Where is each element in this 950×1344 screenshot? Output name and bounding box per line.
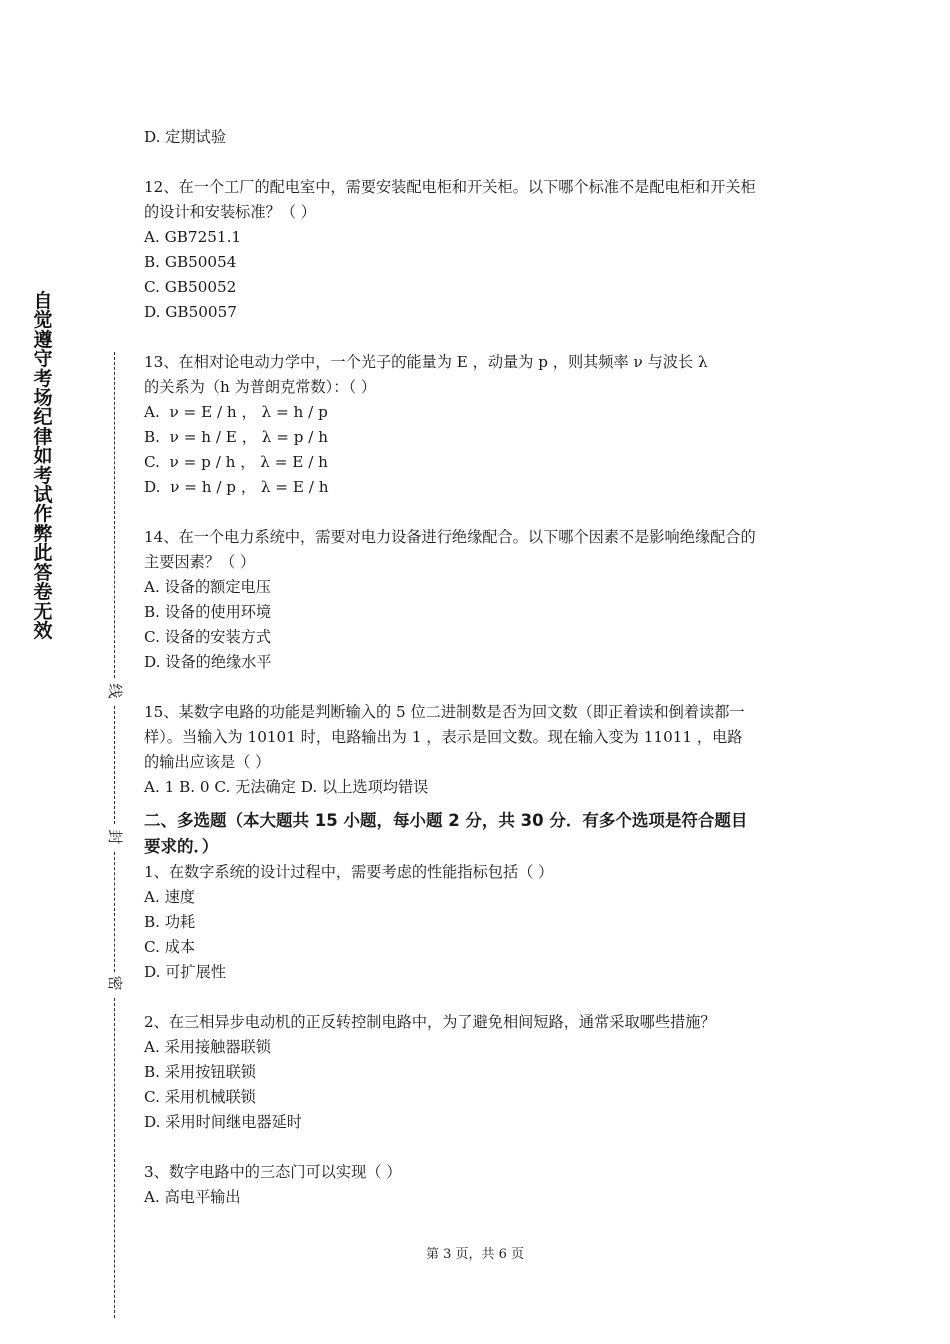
warning-char: 自	[33, 290, 53, 312]
option-a: A. GB7251.1	[144, 228, 242, 246]
question-13	[144, 350, 814, 500]
question-15	[144, 700, 814, 800]
warning-char: 无	[33, 600, 53, 623]
binding-dashed-line	[114, 352, 115, 678]
warning-char: 考	[33, 367, 53, 390]
option-d: D. 设备的绝缘水平	[144, 653, 272, 671]
section-heading-multiple-choice	[144, 808, 814, 860]
warning-char: 考	[33, 464, 53, 487]
question-stem: 样）。当输入为 10101 时，电路输出为 1 ，表示是回文数。现在输入变为 11011 ，电路	[144, 728, 743, 746]
multi-question-1	[144, 860, 814, 985]
question-stem: 14、在一个电力系统中，需要对电力设备进行绝缘配合。以下哪个因素不是影响绝缘配合的	[144, 528, 756, 546]
warning-char: 守	[33, 348, 53, 371]
option-b: B. ν = h / E ， λ = p / h	[144, 428, 329, 446]
warning-char: 作	[33, 503, 53, 526]
option-d: D. GB50057	[144, 303, 237, 321]
question-stem: 12、在一个工厂的配电室中，需要安装配电柜和开关柜。以下哪个标准不是配电柜和开关柜	[144, 178, 756, 196]
option-c: C. GB50052	[144, 278, 237, 296]
binding-dashed-line	[114, 706, 115, 824]
option-c: C. ν = p / h ， λ = E / h	[144, 453, 328, 471]
option-a: A. 设备的额定电压	[144, 578, 271, 596]
multi-question-3	[144, 1160, 814, 1210]
warning-char: 试	[33, 484, 53, 507]
warning-char: 纪	[33, 406, 53, 429]
option-d: D. 采用时间继电器延时	[144, 1113, 302, 1131]
question-stem: 3、数字电路中的三态门可以实现（ ）	[144, 1163, 402, 1181]
warning-char: 卷	[33, 581, 53, 604]
section-heading-line: 要求的．）	[144, 837, 219, 856]
question-stem: 2、在三相异步电动机的正反转控制电路中，为了避免相间短路，通常采取哪些措施？	[144, 1013, 716, 1031]
question-stem: 的关系为（h 为普朗克常数）：（ ）	[144, 378, 377, 396]
option-c: C. 设备的安装方式	[144, 628, 272, 646]
question-stem: 主要因素？（ ）	[144, 553, 256, 571]
option-c: C. 成本	[144, 938, 196, 956]
multi-question-2	[144, 1010, 814, 1135]
option-b: B. 设备的使用环境	[144, 603, 272, 621]
binding-mark-secret: 密	[106, 975, 124, 991]
option-a: A. 高电平输出	[144, 1188, 241, 1206]
option-a: A. ν = E / h ， λ = h / p	[144, 403, 328, 421]
question-12	[144, 175, 814, 325]
warning-char: 如	[33, 445, 53, 468]
section-heading-line: 二、多选题（本大题共 15 小题，每小题 2 分，共 30 分．有多个选项是符合题目	[144, 811, 748, 830]
option-d: D. ν = h / p ， λ = E / h	[144, 478, 329, 496]
option-b: B. GB50054	[144, 253, 237, 271]
warning-char: 遵	[33, 328, 53, 351]
binding-mark-seal: 封	[106, 829, 124, 845]
warning-char: 此	[33, 542, 53, 565]
question-stem: 的设计和安装标准？（ ）	[144, 203, 316, 221]
question-stem: 的输出应该是（ ）	[144, 753, 271, 771]
exam-content	[144, 125, 814, 1210]
question-stem: 15、某数字电路的功能是判断输入的 5 位二进制数是否为回文数（即正着读和倒着读都一	[144, 703, 745, 721]
binding-dashed-line	[114, 998, 115, 1318]
options-inline: A. 1 B. 0 C. 无法确定 D. 以上选项均错误	[144, 778, 429, 796]
warning-char: 效	[33, 619, 53, 642]
question-14	[144, 525, 814, 675]
question-11-option-d: D. 定期试验	[144, 128, 227, 146]
option-b: B. 采用按钮联锁	[144, 1063, 256, 1081]
option-b: B. 功耗	[144, 913, 196, 931]
warning-char: 弊	[33, 522, 53, 545]
option-c: C. 采用机械联锁	[144, 1088, 256, 1106]
exam-discipline-warning	[26, 292, 60, 641]
warning-char: 场	[33, 387, 53, 410]
option-a: A. 速度	[144, 888, 195, 906]
page-footer: 第 3 页，共 6 页	[425, 1247, 525, 1262]
question-stem: 13、在相对论电动力学中，一个光子的能量为 E ，动量为 p ，则其频率 ν 与波长 λ	[144, 353, 708, 371]
option-d: D. 可扩展性	[144, 963, 227, 981]
warning-char: 觉	[33, 309, 53, 332]
warning-char: 答	[33, 561, 53, 584]
binding-mark-line: 线	[106, 683, 124, 699]
warning-char: 律	[33, 425, 53, 448]
question-stem: 1、在数字系统的设计过程中，需要考虑的性能指标包括（ ）	[144, 863, 554, 881]
binding-dashed-line	[114, 852, 115, 972]
option-a: A. 采用接触器联锁	[144, 1038, 271, 1056]
